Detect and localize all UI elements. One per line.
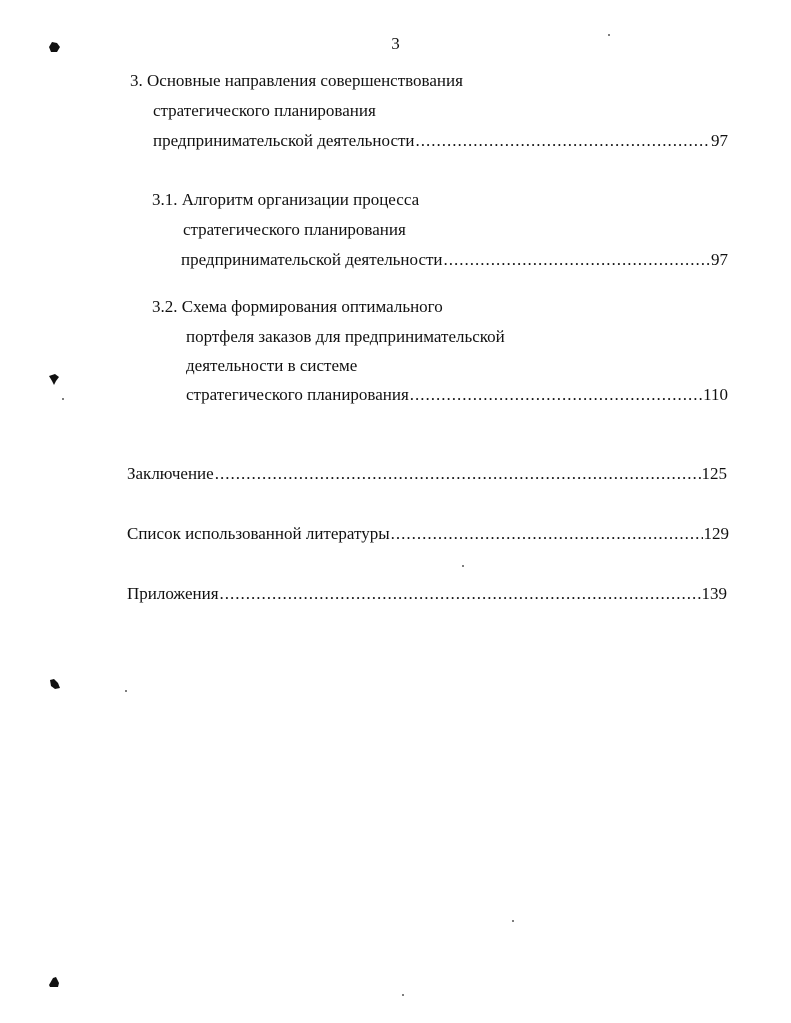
toc-appendices-title: Приложения [127, 584, 219, 603]
toc-entry-section-3-2[interactable] [186, 385, 728, 405]
punch-hole-mark-icon [47, 372, 61, 386]
toc-entry-section-3-1[interactable] [181, 250, 728, 270]
toc-section-3-2-page: 110 [703, 385, 728, 404]
scan-speck [462, 565, 464, 567]
scan-speck [402, 994, 404, 996]
toc-section-3-page: 97 [711, 131, 728, 150]
toc-appendices-page: 139 [701, 584, 727, 603]
toc-section-3-2-title-line-3: деятельности в системе [186, 356, 358, 375]
toc-conclusion-page: 125 [701, 464, 727, 483]
dot-leader [410, 385, 702, 405]
dot-leader [416, 131, 710, 151]
punch-hole-mark-icon [47, 677, 61, 691]
punch-hole-mark-icon [47, 975, 61, 989]
toc-section-3-1-title-line-3: предпринимательской деятельности [181, 250, 443, 269]
toc-section-3-1-title-line-2: стратегического планирования [183, 220, 406, 239]
scan-speck [125, 690, 127, 692]
toc-section-3-2-title-line-2: портфеля заказов для предпринимательской [186, 327, 505, 346]
toc-entry-section-3[interactable] [153, 131, 728, 151]
toc-section-3-title-line-2: стратегического планирования [153, 101, 376, 120]
dot-leader [391, 524, 703, 544]
dot-leader [215, 464, 701, 484]
toc-section-3-1-page: 97 [711, 250, 728, 269]
toc-entry-bibliography[interactable] [127, 524, 729, 544]
toc-section-3-title-line-1: 3. Основные направления совершенствования [130, 71, 463, 90]
scan-speck [62, 398, 64, 400]
toc-bibliography-page: 129 [703, 524, 729, 543]
toc-entry-appendices[interactable] [127, 584, 727, 604]
toc-conclusion-title: Заключение [127, 464, 214, 483]
toc-entry-conclusion[interactable] [127, 464, 727, 484]
page-number: 3 [391, 34, 400, 53]
dot-leader [444, 250, 710, 270]
dot-leader [220, 584, 701, 604]
toc-section-3-2-title-line-4: стратегического планирования [186, 385, 409, 404]
scan-speck [512, 920, 514, 922]
toc-bibliography-title: Список использованной литературы [127, 524, 390, 543]
toc-section-3-1-title-line-1: 3.1. Алгоритм организации процесса [152, 190, 420, 209]
toc-section-3-2-title-line-1: 3.2. Схема формирования оптимального [152, 297, 443, 316]
toc-section-3-title-line-3: предпринимательской деятельности [153, 131, 415, 150]
